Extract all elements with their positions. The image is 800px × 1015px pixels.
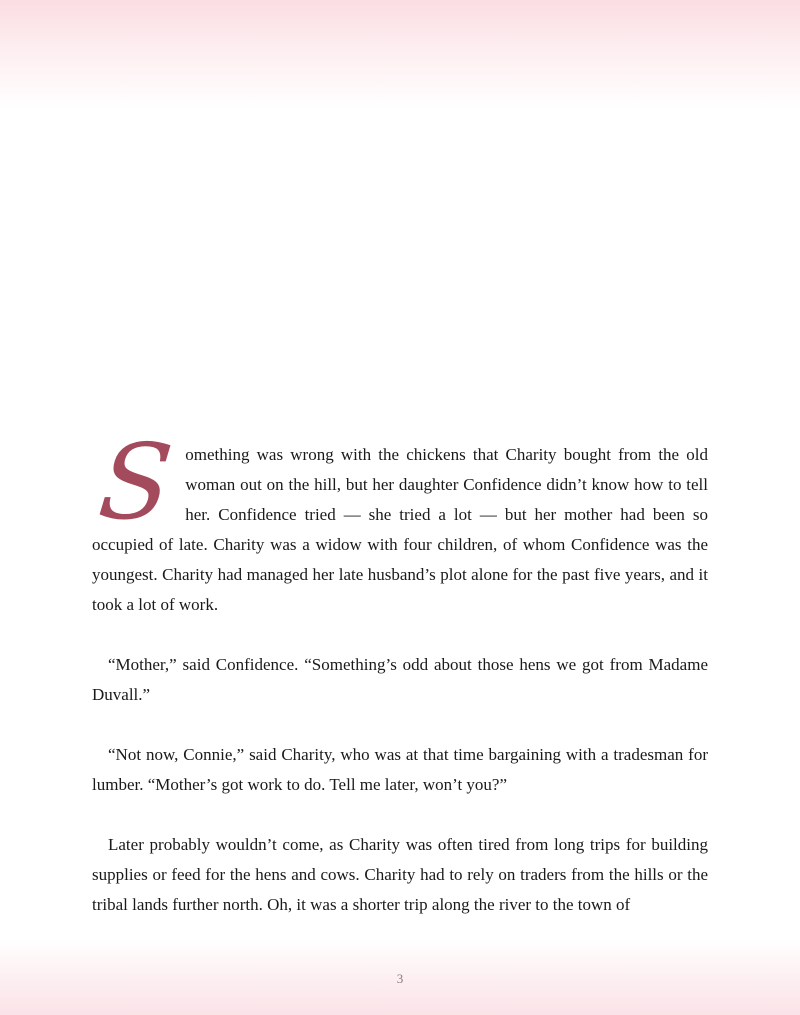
story-paragraph-1-text: omething was wrong with the chickens that Charity bought from the old woman out on the hill, but her daughter Confidence didn’t know how to tell her. Confidence tried — she tried a lot — but her mother had been so occupied of late. Charity was a widow with four children, of whom Confidence was the youngest. Charity had managed her late husband’s plot alone for the past five years, and it took a lot of work. bbox=[92, 445, 708, 614]
page-number: 3 bbox=[396, 971, 404, 986]
story-text-block bbox=[92, 421, 708, 920]
top-page-fade bbox=[0, 0, 800, 110]
story-paragraph-3: “Not now, Connie,” said Charity, who was at that time bargaining with a tradesman for lumber. “Mother’s got work to do. Tell me later, won’t you?” bbox=[92, 745, 708, 794]
story-paragraph-2: “Mother,” said Confidence. “Something’s odd about those hens we got from Madame Duvall.” bbox=[92, 655, 708, 704]
drop-cap-letter: S bbox=[93, 421, 178, 543]
paragraph-spacer bbox=[92, 620, 708, 650]
paragraph-spacer bbox=[92, 800, 708, 830]
paragraph-spacer bbox=[92, 710, 708, 740]
story-paragraph-1 bbox=[92, 421, 708, 620]
story-paragraph-4: Later probably wouldn’t come, as Charity was often tired from long trips for building supplies or feed for the hens and cows. Charity had to rely on traders from the hills or the tribal lands further north. Oh, it was a shorter trip along the river to the town of bbox=[92, 835, 708, 914]
